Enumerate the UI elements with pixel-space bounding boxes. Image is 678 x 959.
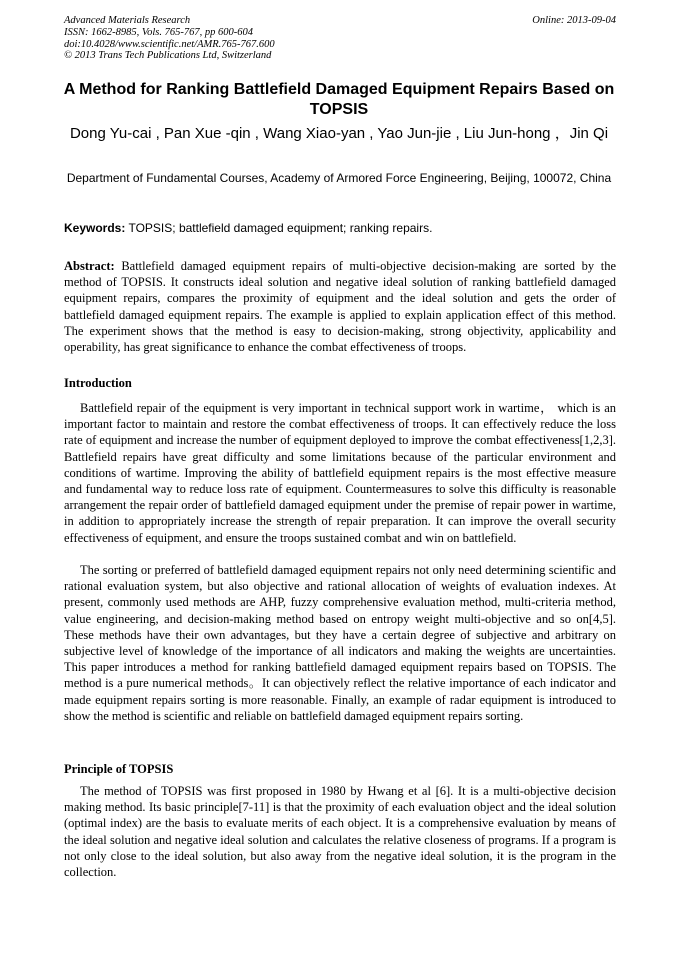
online-date: Online: 2013-09-04 — [532, 15, 616, 26]
author-affiliation: Department of Fundamental Courses, Academy of Armored Force Engineering, Beijing, 100072, China — [66, 171, 612, 185]
journal-doi: doi:10.4028/www.scientific.net/AMR.765-767.600 — [64, 38, 275, 50]
abstract — [64, 258, 616, 355]
intro-paragraph-1: Battlefield repair of the equipment is very important in technical support work in wartime， which is an important factor to maintain and restore the combat effectiveness of troops. It can effectively reduce the loss rate of equipment and increase the number of equipment deployed to improve the combat effectiveness[1,2,3]. Battlefield repairs have great difficulty and some limitations because of the particular environment and conditions of wartime. Improving the ability of battlefield equipment repairs is the most effective measure and fundamental way to reduce loss rate of equipment. Countermeasures to solve this difficulty is reasonable arrangement the repair order of battlefield damaged equipment under the premise of repair power in wartime, in addition to appropriately increase the strength of repair preparation. It can improve the overall security effectiveness of equipment, and ensure the troops sustained combat and win on battlefield. — [64, 401, 617, 545]
paper-authors: Dong Yu-cai , Pan Xue -qin , Wang Xiao-yan , Yao Jun-jie , Liu Jun-hong ，Jin Qi — [69, 125, 609, 142]
keywords — [64, 221, 616, 236]
abstract-label: Abstract: — [64, 259, 115, 273]
principle-paragraph-1: The method of TOPSIS was first proposed in 1980 by Hwang et al [6]. It is a multi-objective decision making method. Its basic principle[7-11] is that the proximity of each evaluation object and the ideal solution (optimal index) are the basis to evaluate merits of each object. It is a comprehensive evaluation by means of the ideal solution and negative ideal solution and calculates the relative closeness of programs. If a program is not only close to the ideal solution, but also away from the negative ideal solution, it is the program in the collection. — [64, 784, 616, 880]
intro-paragraph-2: The sorting or preferred of battlefield damaged equipment repairs not only need determining scientific and rational evaluation system, but also objective and rational allocation of weights of evaluation indexes. At present, commonly used methods are AHP, fuzzy comprehensive evaluation method, multi-criteria method, value engineering, and decision-making method based on entropy weight multi-objective and so on[4,5]. These methods have their own advantages, but they have a certain degree of subjective and arbitrary on subjective level of knowledge of the importance of all indicators and making the weights are uncertainties. This paper introduces a method for ranking battlefield damaged equipment repairs based on TOPSIS. The method is a pure numerical methods。It can objectively reflect the relative importance of each indicator and made equipment repairs sorting is more reasonable. Finally, an example of radar equipment is introduced to show the method is scientific and reliable on battlefield damaged equipment repairs sorting. — [64, 563, 616, 723]
section-heading-principle: Principle of TOPSIS — [64, 762, 174, 776]
journal-copyright: © 2013 Trans Tech Publications Ltd, Switzerland — [64, 50, 272, 62]
section-heading-introduction: Introduction — [64, 376, 132, 390]
keywords-text: TOPSIS; battlefield damaged equipment; ranking repairs. — [125, 221, 433, 235]
journal-header — [64, 15, 616, 62]
journal-issn: ISSN: 1662-8985, Vols. 765-767, pp 600-604 — [64, 26, 253, 38]
abstract-text: Battlefield damaged equipment repairs of multi-objective decision-making are sorted by the method of TOPSIS. It constructs ideal solution and negative ideal solution of ranking battlefield damaged equipment repairs, compares the proximity of equipment and the ideal solution and gets the order of battlefield damaged equipment repairs. The example is applied to explain application effect of this method. The experiment shows that the method is easy to decision-making, strong objectivity, applicability and operability, has great significance to enhance the combat effectiveness of troops. — [64, 259, 616, 355]
keywords-label: Keywords: — [64, 221, 126, 235]
paper-title: A Method for Ranking Battlefield Damaged Equipment Repairs Based on TOPSIS — [63, 81, 615, 118]
journal-name: Advanced Materials Research — [64, 15, 191, 26]
